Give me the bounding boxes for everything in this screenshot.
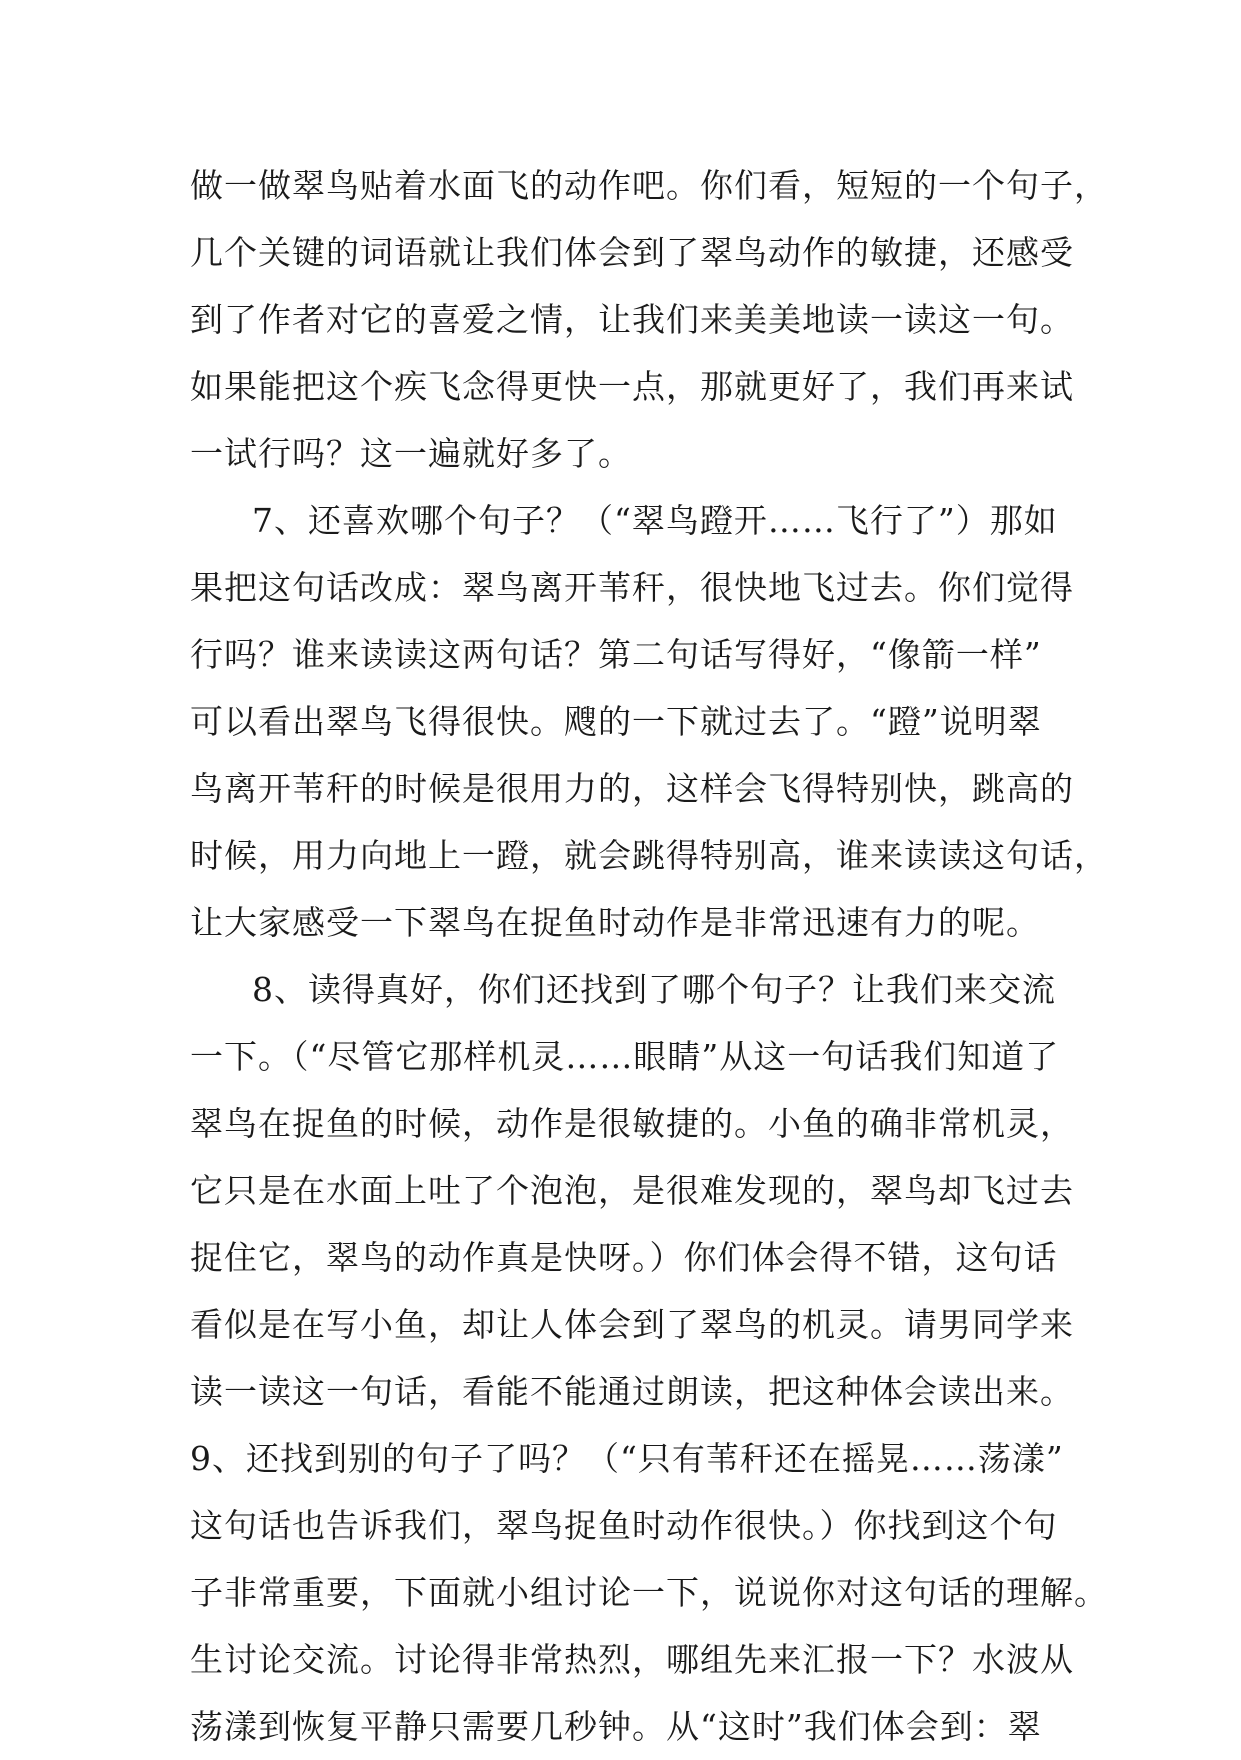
text-line: 看似是在写小鱼，却让人体会到了翠鸟的机灵。请男同学来 [190, 1305, 1074, 1344]
text-line: 时候，用力向地上一蹬，就会跳得特别高，谁来读读这句话， [190, 836, 1108, 875]
text-line: 鸟离开苇秆的时候是很用力的，这样会飞得特别快，跳高的 [190, 769, 1074, 808]
paragraph-7-start: 7、还喜欢哪个句子？（“翠鸟蹬开……飞行了”）那如 [252, 501, 1058, 540]
text-line: 翠鸟在捉鱼的时候，动作是很敏捷的。小鱼的确非常机灵， [190, 1104, 1074, 1143]
text-line: 让大家感受一下翠鸟在捉鱼时动作是非常迅速有力的呢。 [190, 903, 1040, 942]
paragraph-9-start: 9、还找到别的句子了吗？（“只有苇秆还在摇晃……荡漾” [190, 1439, 1064, 1478]
text-line: 捉住它，翠鸟的动作真是快呀。）你们体会得不错，这句话 [190, 1238, 1058, 1277]
text-line: 子非常重要，下面就小组讨论一下，说说你对这句话的理解。 [190, 1573, 1108, 1612]
text-line: 几个关键的词语就让我们体会到了翠鸟动作的敏捷，还感受 [190, 233, 1074, 272]
text-line: 如果能把这个疾飞念得更快一点，那就更好了，我们再来试 [190, 367, 1074, 406]
text-line: 荡漾到恢复平静只需要几秒钟。从“这时”我们体会到：翠 [190, 1707, 1042, 1746]
text-line: 可以看出翠鸟飞得很快。飕的一下就过去了。“蹬”说明翠 [190, 702, 1042, 741]
text-line: 一下。（“尽管它那样机灵……眼睛”从这一句话我们知道了 [190, 1037, 1060, 1076]
text-line: 读一读这一句话，看能不能通过朗读，把这种体会读出来。 [190, 1372, 1074, 1411]
text-line: 果把这句话改成：翠鸟离开苇秆，很快地飞过去。你们觉得 [190, 568, 1074, 607]
text-line: 这句话也告诉我们，翠鸟捉鱼时动作很快。）你找到这个句 [190, 1506, 1058, 1545]
text-line: 它只是在水面上吐了个泡泡，是很难发现的，翠鸟却飞过去 [190, 1171, 1074, 1210]
text-line: 做一做翠鸟贴着水面飞的动作吧。你们看，短短的一个句子， [190, 166, 1108, 205]
text-line: 一试行吗？这一遍就好多了。 [190, 434, 632, 473]
text-line: 到了作者对它的喜爱之情，让我们来美美地读一读这一句。 [190, 300, 1074, 339]
text-line: 生讨论交流。讨论得非常热烈，哪组先来汇报一下？水波从 [190, 1640, 1074, 1679]
text-line: 行吗？谁来读读这两句话？第二句话写得好，“像箭一样” [190, 635, 1042, 674]
paragraph-8-start: 8、读得真好，你们还找到了哪个句子？让我们来交流 [252, 970, 1056, 1009]
body-text [190, 152, 1108, 1760]
